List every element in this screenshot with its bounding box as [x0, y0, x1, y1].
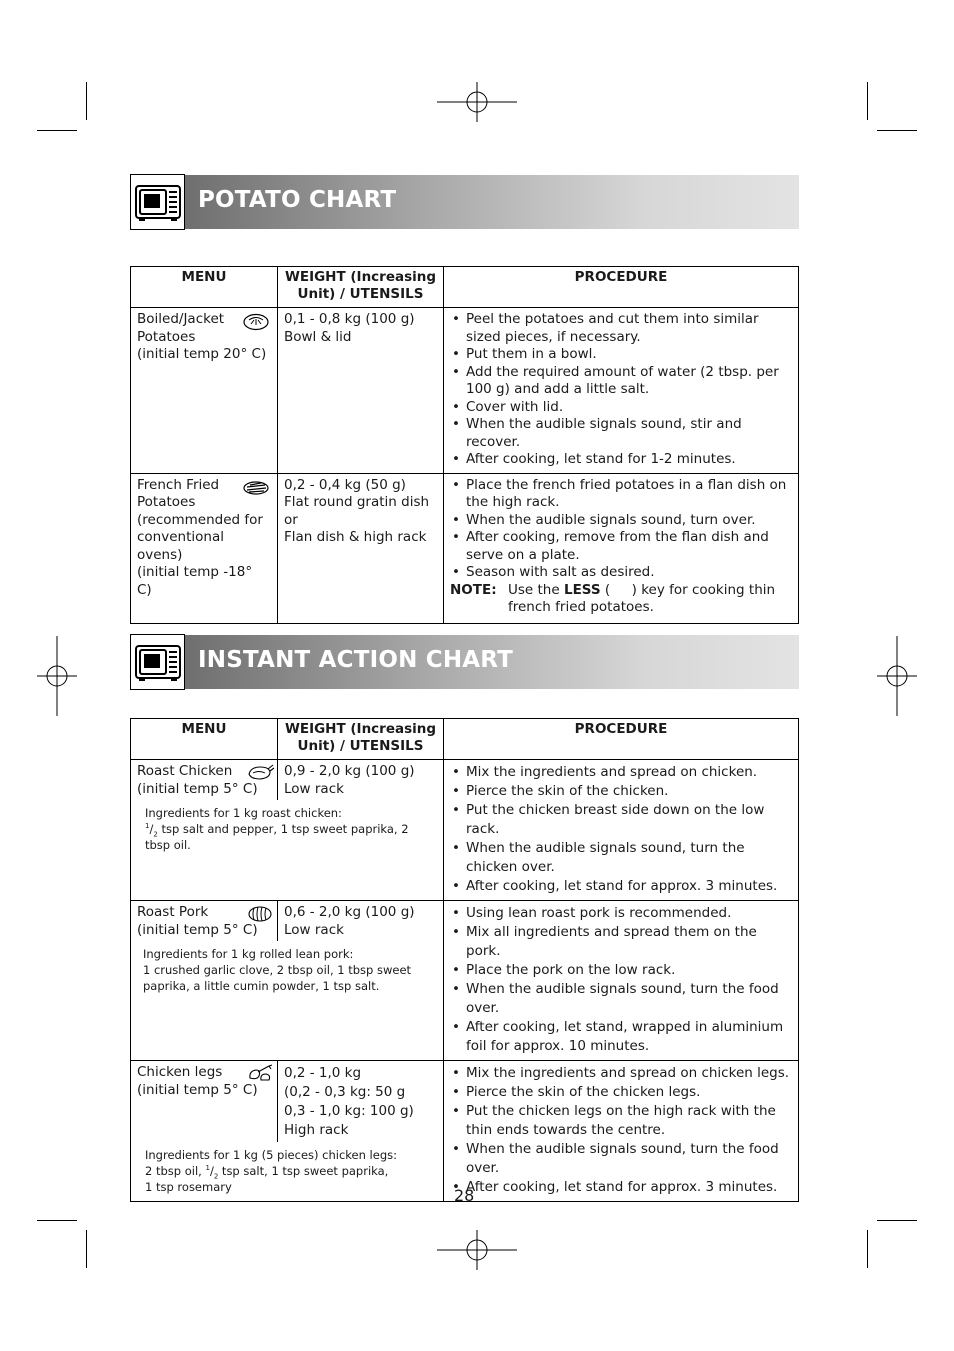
ingredients-line: $^1/_2$ tsp salt and pepper, 1 tsp sweet paprika, 2 tbsp oil.: [145, 822, 409, 852]
weight-line: 0,2 - 0,4 kg (50 g): [284, 476, 406, 493]
procedure-step: • Using lean roast pork is recommended.: [450, 904, 794, 923]
fraction-denominator: 2: [213, 1172, 219, 1181]
ingredients-line: Ingredients for 1 kg (5 pieces) chicken legs:: [145, 1148, 397, 1162]
procedure-header: PROCEDURE: [444, 719, 799, 760]
procedure-step: • Cover with lid.: [450, 399, 794, 417]
weight-line: High rack: [284, 1122, 349, 1138]
menu-line: (initial temp 5° C): [137, 780, 258, 797]
menu-weight-header: [131, 719, 444, 760]
procedure-step: • After cooking, let stand for approx. 3 minutes.: [450, 1178, 794, 1197]
ingredients-line: Ingredients for 1 kg roast chicken:: [145, 806, 342, 820]
menu-line: Potatoes: [137, 494, 196, 510]
weight-line: 0,1 - 0,8 kg (100 g): [284, 311, 415, 327]
procedure-step: • Mix the ingredients and spread on chicken legs.: [450, 1064, 794, 1083]
procedure-step: • After cooking, let stand for approx. 3 minutes.: [450, 877, 794, 896]
table-row: [131, 760, 799, 901]
procedure-cell: [444, 760, 799, 901]
procedure-step: • When the audible signals sound, turn the food over.: [450, 980, 794, 1018]
crop-mark: [86, 1230, 87, 1268]
menu-line: Roast Pork: [137, 904, 209, 920]
menu-line: (initial temp 5° C): [137, 921, 258, 938]
menu-cell: [131, 901, 277, 941]
weight-line: Low rack: [284, 780, 344, 797]
menu-header: MENU: [131, 267, 278, 308]
procedure-step: • Place the french fried potatoes in a flan dish on the high rack.: [450, 477, 794, 512]
weight-line: 0,9 - 2,0 kg (100 g): [284, 763, 415, 779]
procedure-step: • Place the pork on the low rack.: [450, 961, 794, 980]
menu-line: French Fried: [137, 476, 220, 493]
menu-line: (initial temp -18° C): [137, 564, 253, 598]
ingredients-line: 1 tsp rosemary: [145, 1180, 232, 1194]
weight-header: WEIGHT (Increasing Unit) / UTENSILS: [277, 719, 443, 759]
crop-mark: [86, 82, 87, 120]
menu-weight-cell: [131, 1061, 444, 1202]
ingredients: [131, 800, 443, 857]
crop-mark: [37, 1220, 77, 1221]
menu-cell: [131, 473, 278, 623]
procedure-step: • Put the chicken breast side down on the low rack.: [450, 801, 794, 839]
header-bar: [185, 175, 799, 229]
microwave-icon: [130, 174, 185, 230]
menu-line: conventional ovens): [137, 529, 224, 563]
weight-line: Flan dish & high rack: [284, 529, 427, 545]
menu-line: Chicken legs: [137, 1064, 223, 1080]
table-row: [131, 901, 799, 1061]
note-text-part: Use the: [508, 581, 564, 598]
menu-weight-cell: [131, 760, 444, 901]
weight-cell: [278, 308, 444, 474]
ingredients-text: tsp salt and pepper, 1 tsp sweet paprika, 2 tbsp oil.: [145, 822, 409, 852]
fraction-denominator: 2: [153, 830, 158, 839]
table-header-row: [131, 267, 799, 308]
registration-mark: [877, 636, 917, 716]
procedure-step: • After cooking, let stand for 1-2 minutes.: [450, 451, 794, 469]
procedure-step: • Pierce the skin of the chicken legs.: [450, 1083, 794, 1102]
procedure-step: • Mix the ingredients and spread on chicken.: [450, 763, 794, 782]
ingredients-line: 1 crushed garlic clove, 2 tbsp oil, 1 tbsp sweet: [143, 963, 412, 977]
registration-mark: [437, 82, 517, 122]
menu-line: Roast Chicken: [137, 763, 233, 779]
weight-line: 0,2 - 1,0 kg: [284, 1065, 362, 1081]
less-key-label: LESS: [563, 581, 601, 598]
procedure-step: • When the audible signals sound, turn the food over.: [450, 1140, 794, 1178]
procedure-step: • Peel the potatoes and cut them into similar sized pieces, if necessary.: [450, 311, 794, 346]
weight-cell: [277, 901, 443, 941]
ingredients-text: tsp salt, 1 tsp sweet paprika,: [218, 1164, 389, 1178]
procedure-header: PROCEDURE: [444, 267, 799, 308]
ingredients-line: 2 tbsp oil, $^1/_2$ tsp salt, 1 tsp sweet paprika,: [145, 1164, 389, 1181]
procedure-cell: [444, 473, 799, 623]
menu-line: (recommended for: [137, 511, 263, 528]
chicken-icon: [245, 762, 275, 782]
crop-mark: [877, 130, 917, 131]
page-number: 28: [454, 1186, 475, 1205]
note-label: NOTE:: [450, 581, 497, 598]
procedure-step: • After cooking, let stand, wrapped in aluminium foil for approx. 10 minutes.: [450, 1018, 794, 1056]
crop-mark: [867, 82, 868, 120]
section-title: POTATO CHART: [198, 187, 397, 213]
procedure-cell: [444, 1061, 799, 1202]
header-bar: [185, 635, 799, 689]
ingredients-text: 2 tbsp oil,: [145, 1164, 206, 1178]
table-header-row: [131, 719, 799, 760]
menu-cell: [131, 308, 278, 474]
ingredients-line: paprika, a little cumin powder, 1 tsp salt.: [143, 979, 380, 993]
note: [450, 582, 794, 617]
weight-cell: [277, 760, 443, 800]
crop-mark: [877, 1220, 917, 1221]
weight-line: Flat round gratin dish or: [284, 494, 430, 528]
weight-line: Low rack: [284, 921, 344, 938]
menu-cell: [131, 1061, 277, 1142]
procedure-step: • Season with salt as desired.: [450, 564, 794, 582]
procedure-step: • Add the required amount of water (2 tbsp. per 100 g) and add a little salt.: [450, 364, 794, 399]
procedure-cell: [444, 901, 799, 1061]
registration-mark: [437, 1230, 517, 1270]
potato-chart-header: [130, 174, 799, 230]
weight-line: (0,2 - 0,3 kg: 50 g: [284, 1084, 406, 1100]
weight-line: 0,6 - 2,0 kg (100 g): [284, 904, 415, 920]
instant-chart-header: [130, 634, 799, 690]
menu-line: Boiled/Jacket: [137, 311, 225, 327]
weight-header: WEIGHT (Increasing Unit) / UTENSILS: [278, 267, 444, 308]
procedure-step: • Mix all ingredients and spread them on the pork.: [450, 923, 794, 961]
french-fries-icon: [241, 477, 271, 497]
ingredients-line: Ingredients for 1 kg rolled lean pork:: [143, 947, 354, 961]
instant-chart-table: [130, 718, 799, 1202]
ingredients: [131, 1142, 443, 1199]
procedure-step: • Put the chicken legs on the high rack with the thin ends towards the centre.: [450, 1102, 794, 1140]
section-title: INSTANT ACTION CHART: [198, 647, 514, 673]
procedure-step: • When the audible signals sound, stir and recover.: [450, 416, 794, 451]
menu-line: (initial temp 20° C): [137, 346, 267, 362]
chicken-leg-icon: [245, 1063, 275, 1083]
menu-line: Potatoes: [137, 328, 196, 345]
note-text: [508, 582, 794, 617]
menu-header: MENU: [181, 721, 227, 737]
ingredients: [131, 941, 443, 998]
fraction-numerator: 1: [205, 1164, 210, 1173]
procedure-step: • When the audible signals sound, turn over.: [450, 512, 794, 530]
menu-weight-cell: [131, 901, 444, 1061]
procedure-step: • After cooking, remove from the flan dish and serve on a plate.: [450, 529, 794, 564]
weight-line: 0,3 - 1,0 kg: 100 g): [284, 1103, 414, 1119]
potato-icon: [241, 311, 271, 331]
procedure-step: • Put them in a bowl.: [450, 346, 794, 364]
note-text-part: ( ) key for cooking thin french fried potatoes.: [508, 581, 780, 615]
menu-cell: [131, 760, 277, 800]
procedure-step: • Pierce the skin of the chicken.: [450, 782, 794, 801]
procedure-step: • When the audible signals sound, turn the chicken over.: [450, 839, 794, 877]
pork-roast-icon: [245, 903, 275, 923]
table-row: [131, 473, 799, 623]
registration-mark: [37, 636, 77, 716]
table-row: [131, 308, 799, 474]
menu-line: (initial temp 5° C): [137, 1081, 258, 1098]
crop-mark: [37, 130, 77, 131]
fraction-numerator: 1: [145, 822, 150, 831]
crop-mark: [867, 1230, 868, 1268]
microwave-icon: [130, 634, 185, 690]
weight-cell: [277, 1061, 443, 1142]
weight-cell: [278, 473, 444, 623]
table-row: [131, 1061, 799, 1202]
potato-chart-table: [130, 266, 799, 624]
procedure-cell: [444, 308, 799, 474]
weight-line: Bowl & lid: [284, 328, 352, 345]
